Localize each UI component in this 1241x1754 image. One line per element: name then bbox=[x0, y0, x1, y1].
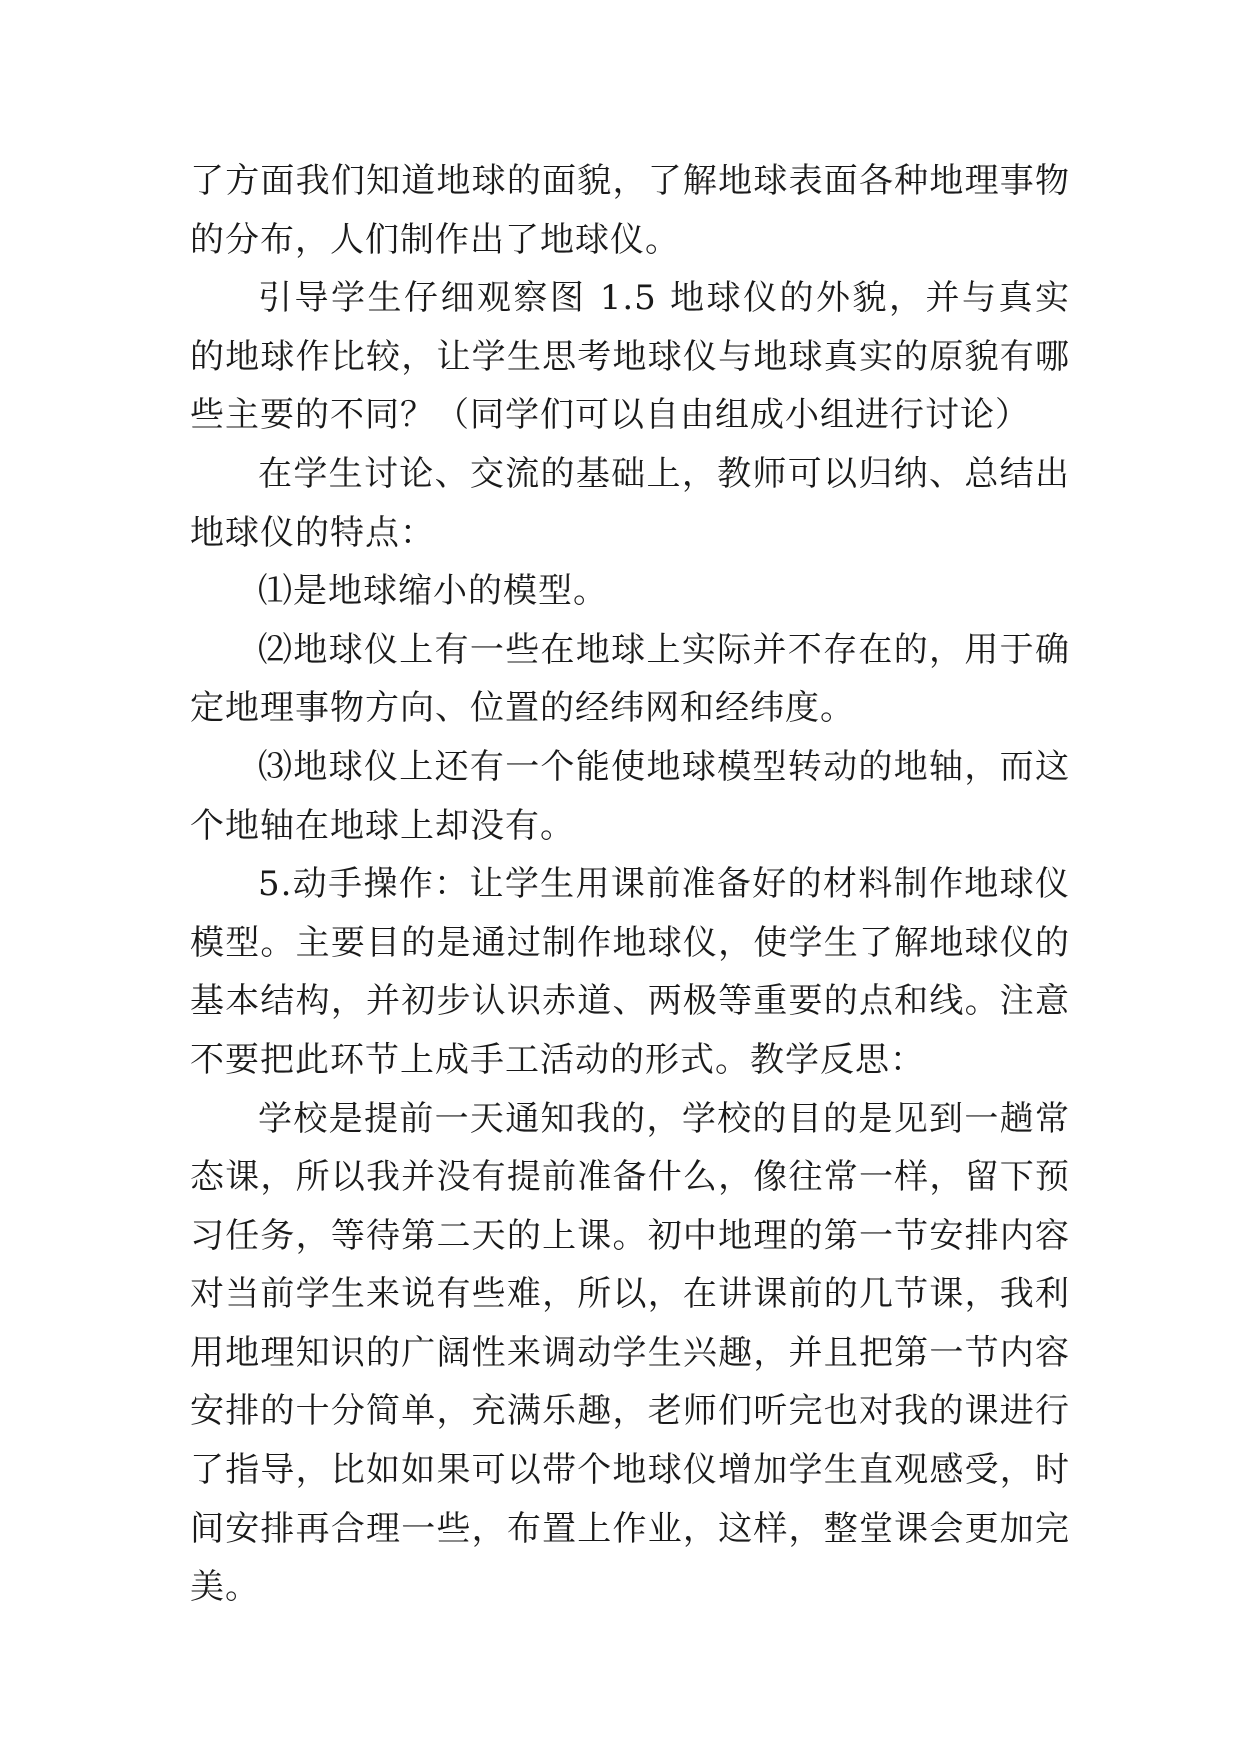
paragraph-summary-intro: 在学生讨论、交流的基础上，教师可以归纳、总结出地球仪的特点： bbox=[190, 453, 1070, 553]
list-item-feature-1: ⑴是地球缩小的模型。 bbox=[258, 571, 608, 612]
list-item-feature-2: ⑵地球仪上有一些在地球上实际并不存在的，用于确定地理事物方向、位置的经纬网和经纬度。 bbox=[190, 629, 1070, 729]
document-body bbox=[190, 152, 1070, 1617]
list-item-feature-3: ⑶地球仪上还有一个能使地球模型转动的地轴，而这个地轴在地球上却没有。 bbox=[190, 746, 1070, 846]
paragraph-hands-on: 5.动手操作：让学生用课前准备好的材料制作地球仪模型。主要目的是通过制作地球仪，使学生了解地球仪的基本结构，并初步认识赤道、两极等重要的点和线。注意不要把此环节上成手工活动的形式。教学反思： bbox=[190, 864, 1070, 1080]
paragraph-reflection: 学校是提前一天通知我的，学校的目的是见到一趟常态课，所以我并没有提前准备什么，像往常一样，留下预习任务，等待第二天的上课。初中地理的第一节安排内容对当前学生来说有些难，所以，在讲课前的几节课，我利用地理知识的广阔性来调动学生兴趣，并且把第一节内容安排的十分简单，充满乐趣，老师们听完也对我的课进行了指导，比如如果可以带个地球仪增加学生直观感受，时间安排再合理一些，布置上作业，这样，整堂课会更加完美。 bbox=[190, 1098, 1070, 1608]
paragraph-continuation: 了方面我们知道地球的面貌，了解地球表面各种地理事物的分布，人们制作出了地球仪。 bbox=[190, 161, 1070, 260]
paragraph-observe-globe: 引导学生仔细观察图 1.5 地球仪的外貌，并与真实的地球作比较，让学生思考地球仪与地球真实的原貌有哪些主要的不同？（同学们可以自由组成小组进行讨论） bbox=[190, 278, 1070, 436]
